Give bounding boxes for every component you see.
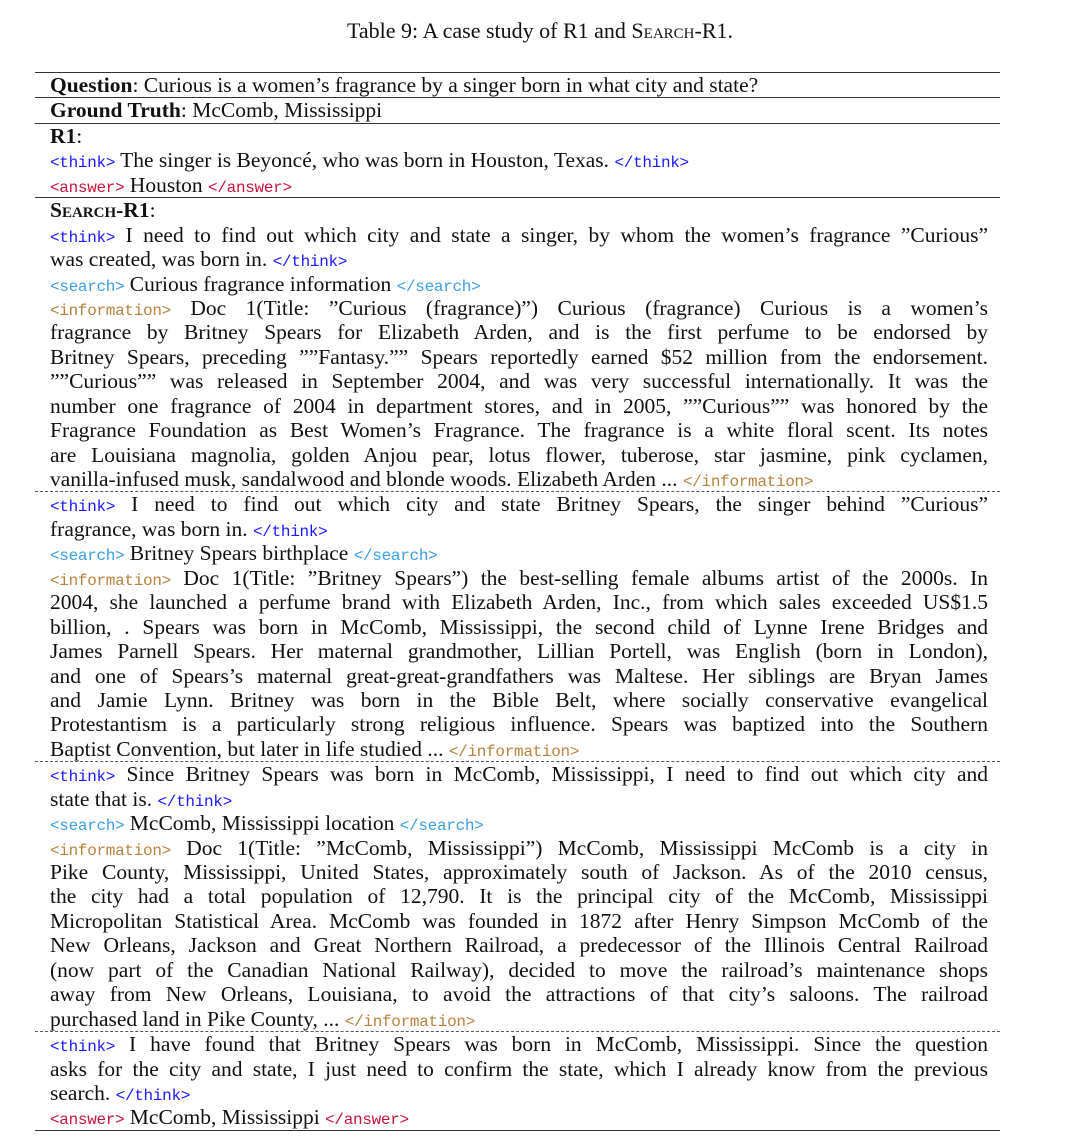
search-r1-line [50,982,988,1006]
text-span: asks for the city and state, I just need to confirm the state, which I already know from the previous [50,1056,988,1081]
r1-line [50,148,988,172]
text-span: New Orleans, Jackson and Great Northern Railroad, a predecessor of the Illinois Central Railroad [50,933,988,958]
text-span: (now part of the Canadian National Railway), decided to move the railroad’s maintenance shops [50,957,988,982]
text-span: Britney Spears birthplace [124,541,354,566]
search-r1-label-suffix: -R1 [116,198,150,223]
answer-tag: <answer> [50,178,125,197]
table-caption [0,18,1080,44]
search-r1-line [50,712,988,736]
search-r1-turn [35,762,1000,1031]
text-span: are Louisiana magnolia, golden Anjou pear, lotus flower, tuberose, star jasmine, pink cyclamen, [50,442,988,467]
search-tag: <search> [50,817,125,836]
search-r1-section: Search-R1: [50,198,156,223]
text-span: McComb, Mississippi [124,1105,326,1130]
search-r1-line [50,247,988,271]
search-r1-line [50,933,988,957]
think-tag: </think> [157,792,232,811]
text-span: fragrance by Britney Spears for Elizabeth Arden, and is the first perfume to be endorsed by [50,320,988,345]
text-span: and Jamie Lynn. Britney was born in the Bible Belt, where socially conservative evangelical [50,687,988,712]
text-span: The singer is Beyoncé, who was born in Houston, Texas. [115,148,615,173]
search-r1-line [50,836,988,860]
text-span: billion, . Spears was born in McComb, Mississippi, the second child of Lynne Irene Bridges and [50,614,988,639]
search-r1-line [50,762,988,786]
r1-label: R1 [50,123,77,148]
answer-tag: </answer> [325,1111,409,1130]
text-span: McComb, Mississippi location [124,811,400,836]
text-span: vanilla-infused musk, sandalwood and blonde woods. Elizabeth Arden ... [50,467,683,491]
search-r1-line [50,394,988,418]
text-span: fragrance, was born in. [50,516,253,541]
r1-section: R1: <think> The singer is Beyoncé, who was born in Houston, Texas. </think> <answer> Houston </answer> [35,124,1000,197]
information-tag: </information> [682,473,814,491]
ground-truth-row [35,98,1000,122]
think-tag: <think> [50,768,116,787]
caption-prefix: Table 9: A case study of R1 and [347,18,632,43]
search-r1-line [50,639,988,663]
text-span: ””Curious”” was released in September 2004, and was very successful internationally. It was the [50,369,988,394]
case-study-table [35,72,1000,1131]
search-r1-line [50,958,988,982]
search-r1-line [50,418,988,442]
think-tag: <think> [50,154,116,173]
search-r1-line [50,1081,988,1105]
think-tag: </think> [115,1086,191,1105]
text-span: Baptist Convention, but later in life studied ... [50,736,449,761]
search-r1-line [50,517,988,541]
information-tag: <information> [50,841,171,860]
search-r1-turn [35,1032,1000,1130]
text-span: state that is. [50,786,158,811]
search-r1-line [50,296,988,320]
search-r1-line [50,615,988,639]
answer-tag: </answer> [208,178,292,197]
text-span: Britney Spears, preceding ””Fantasy.”” Spears reportedly earned $52 million from the endorsement. [50,344,988,369]
text-span: I have found that Britney Spears was born in McComb, Mississippi. Since the question [115,1032,988,1057]
text-span: Micropolitan Statistical Area. McComb was founded in 1872 after Henry Simpson McComb of the [50,908,988,933]
text-span: away from New Orleans, Louisiana, to avoid the attractions of that city’s saloons. The railroad [50,982,988,1007]
search-r1-line [50,345,988,369]
think-tag: </think> [252,522,328,541]
think-tag: </think> [614,154,689,173]
caption-suffix: -R1. [694,18,733,43]
text-span: and one of Spears’s maternal great-great-grandfathers was Maltese. Her siblings are Bryan James [50,663,988,688]
caption-method: Search [631,18,695,43]
think-tag: <think> [50,498,116,517]
search-r1-line [50,566,988,590]
text-span: I need to find out which city and state a singer, by whom the women’s fragrance ”Curious” [115,222,988,247]
search-r1-line [50,664,988,688]
search-r1-line [50,884,988,908]
search-r1-line [50,443,988,467]
think-tag: </think> [272,253,348,272]
text-span: I need to find out which city and state Britney Spears, the singer behind ”Curious” [115,492,988,517]
search-r1-line [50,541,988,565]
search-tag: </search> [396,277,481,296]
search-r1-line [50,467,988,491]
search-tag: <search> [50,547,125,566]
search-r1-line [50,909,988,933]
search-tag: </search> [399,817,484,836]
search-r1-line [50,787,988,811]
search-r1-line [50,590,988,614]
think-tag: <think> [50,1038,116,1057]
think-tag: <think> [50,228,116,247]
search-r1-line [50,1105,988,1129]
search-r1-line [50,369,988,393]
search-r1-line [50,688,988,712]
search-r1-turn [35,492,1000,761]
text-span: Fragrance Foundation as Best Women’s Fragrance. The fragrance is a white floral scent. Its notes [50,418,988,443]
answer-tag: <answer> [50,1111,125,1130]
text-span: search. [50,1080,116,1105]
text-span: James Parnell Spears. Her maternal grandmother, Lillian Portell, was English (born in London), [50,639,988,664]
search-r1-line [50,320,988,344]
search-r1-line [50,860,988,884]
search-r1-line [50,492,988,516]
search-tag: <search> [50,277,125,296]
question-text: : Curious is a women’s fragrance by a singer born in what city and state? [132,73,759,97]
search-r1-label: Search [50,198,117,223]
search-r1-line [50,737,988,761]
search-r1-line [50,272,988,296]
text-span: Houston [124,172,209,197]
information-tag: </information> [344,1012,476,1031]
text-span: Doc 1(Title: ”Britney Spears”) the best-selling female albums artist of the 2000s. In [170,565,988,590]
search-r1-line [50,223,988,247]
information-tag: <information> [50,301,171,320]
search-tag: </search> [353,547,438,566]
search-r1-line [50,811,988,835]
text-span: the city had a total population of 12,790. It is the principal city of the McComb, Mississippi [50,884,988,909]
r1-line [50,173,988,197]
search-r1-line [50,1032,988,1056]
text-span: Since Britney Spears was born in McComb, Mississippi, I need to find out which city and [115,762,988,787]
ground-truth-text: : McComb, Mississippi [180,98,383,123]
text-span: 2004, she launched a perfume brand with Elizabeth Arden, Inc., from which sales exceeded US$1.5 [50,590,988,615]
text-span: Doc 1(Title: ”McComb, Mississippi”) McComb, Mississippi McComb is a city in [170,835,988,860]
text-span: Doc 1(Title: ”Curious (fragrance)”) Curious (fragrance) Curious is a women’s [170,295,988,320]
question-row [35,73,1000,97]
text-span: Curious fragrance information [124,271,397,296]
text-span: Protestantism is a particularly strong religious influence. Spears was baptized into the Southern [50,712,988,737]
text-span: purchased land in Pike County, ... [50,1006,345,1031]
information-tag: <information> [50,571,171,590]
search-r1-line [50,1057,988,1081]
search-r1-turn [35,223,1000,492]
search-r1-line [50,1007,988,1031]
information-tag: </information> [448,742,580,761]
text-span: number one fragrance of 2004 in department stores, and in 2005, ””Curious”” was honored by the [50,393,988,418]
ground-truth-label: Ground Truth [50,98,181,123]
question-label: Question [50,73,133,97]
text-span: was created, was born in. [50,247,273,272]
text-span: Pike County, Mississippi, United States, approximately south of Jackson. As of the 2010 census, [50,860,988,884]
